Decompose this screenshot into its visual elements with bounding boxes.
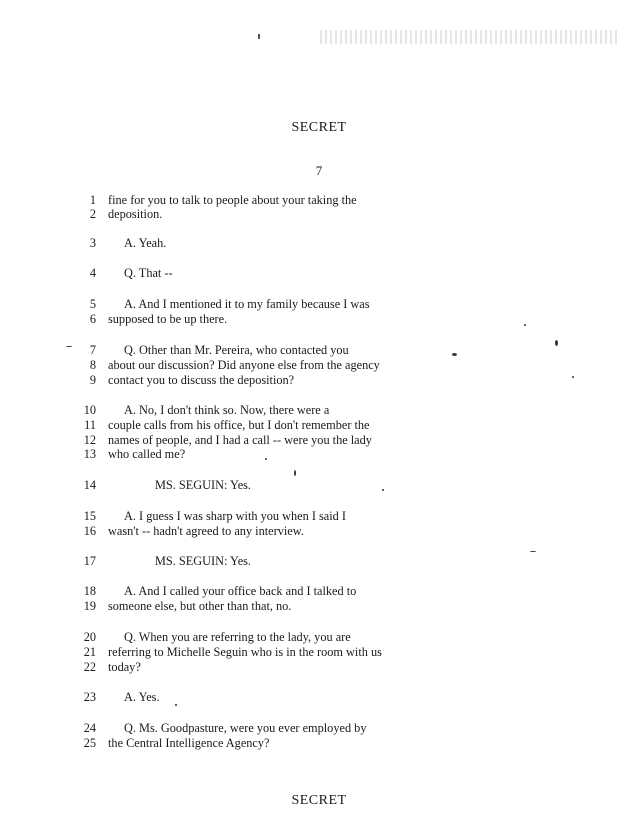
line-text: someone else, but other than that, no. xyxy=(108,599,292,613)
line-number: 19 xyxy=(83,599,96,613)
line-number: 6 xyxy=(89,312,96,326)
transcript-line xyxy=(78,447,185,462)
line-number: 13 xyxy=(83,447,96,461)
transcript-line xyxy=(78,645,382,660)
line-text: A. And I called your office back and I talked to xyxy=(124,584,357,598)
line-text: contact you to discuss the deposition? xyxy=(108,373,295,387)
line-number: 11 xyxy=(84,418,96,432)
transcript-line xyxy=(78,584,356,599)
line-text: names of people, and I had a call -- were you the lady xyxy=(108,433,372,447)
line-text: A. Yes. xyxy=(124,690,160,704)
line-number: 12 xyxy=(83,433,96,447)
scan-speck xyxy=(555,340,558,346)
transcript-line xyxy=(78,403,329,418)
line-number: 2 xyxy=(89,207,96,221)
scan-speck xyxy=(265,458,267,460)
line-text: A. Yeah. xyxy=(124,236,167,250)
line-text: Q. When you are referring to the lady, you are xyxy=(124,630,351,644)
line-number: 15 xyxy=(83,509,96,523)
line-number: 4 xyxy=(89,266,96,280)
line-number: 22 xyxy=(83,660,96,674)
line-text: MS. SEGUIN: Yes. xyxy=(155,554,252,568)
transcript-line xyxy=(78,721,366,736)
scan-speck xyxy=(294,470,296,476)
line-text: fine for you to talk to people about your taking the xyxy=(108,193,357,207)
header-classification: SECRET xyxy=(291,120,347,135)
transcript-line xyxy=(78,509,346,524)
line-number: 10 xyxy=(83,403,96,417)
line-number: 5 xyxy=(89,297,96,311)
line-text: about our discussion? Did anyone else from the agency xyxy=(108,358,380,372)
scan-speck xyxy=(175,704,177,706)
line-number: 8 xyxy=(89,358,96,372)
line-number: 20 xyxy=(83,630,96,644)
line-text: A. And I mentioned it to my family because I was xyxy=(124,297,370,311)
transcript-line xyxy=(78,554,251,569)
line-number: 16 xyxy=(83,524,96,538)
line-text: referring to Michelle Seguin who is in the room with us xyxy=(108,645,382,659)
scan-artifact-mark xyxy=(258,34,260,39)
footer-classification: SECRET xyxy=(291,793,347,808)
transcript-line xyxy=(78,736,270,751)
line-text: who called me? xyxy=(108,447,186,461)
transcript-line xyxy=(78,418,370,433)
transcript-line xyxy=(78,297,370,312)
transcript-line xyxy=(78,312,227,327)
line-text: wasn't -- hadn't agreed to any interview. xyxy=(108,524,304,538)
transcript-line xyxy=(78,373,294,388)
line-text: today? xyxy=(108,660,141,674)
line-text: the Central Intelligence Agency? xyxy=(108,736,270,750)
line-text: Q. Other than Mr. Pereira, who contacted you xyxy=(124,343,349,357)
line-number: 18 xyxy=(83,584,96,598)
line-number: 1 xyxy=(89,193,96,207)
scan-speck xyxy=(66,346,72,347)
line-number: 21 xyxy=(83,645,96,659)
transcript-line xyxy=(78,343,349,358)
scan-speck xyxy=(452,353,457,356)
scan-speck xyxy=(530,551,536,552)
transcript-line xyxy=(78,236,166,251)
line-number: 25 xyxy=(83,736,96,750)
transcript-line xyxy=(78,266,173,281)
line-text: Q. That -- xyxy=(124,266,173,280)
transcript-line xyxy=(78,433,372,448)
transcript-line xyxy=(78,193,357,208)
scan-speck xyxy=(524,324,526,326)
line-text: A. I guess I was sharp with you when I said I xyxy=(124,509,346,523)
scan-speck xyxy=(382,489,384,491)
line-text: supposed to be up there. xyxy=(108,312,228,326)
scan-speck xyxy=(572,376,574,378)
transcript-line xyxy=(78,690,160,705)
line-number: 17 xyxy=(83,554,96,568)
page-number: 7 xyxy=(315,163,323,178)
transcript-line xyxy=(78,599,291,614)
line-number: 23 xyxy=(83,690,96,704)
scan-artifact xyxy=(320,30,620,44)
line-number: 3 xyxy=(89,236,96,250)
line-text: Q. Ms. Goodpasture, were you ever employed by xyxy=(124,721,367,735)
transcript-line xyxy=(78,630,351,645)
line-text: MS. SEGUIN: Yes. xyxy=(155,478,252,492)
line-text: couple calls from his office, but I don't remember the xyxy=(108,418,370,432)
line-number: 9 xyxy=(89,373,96,387)
line-number: 14 xyxy=(83,478,96,492)
transcript-line xyxy=(78,358,380,373)
line-text: A. No, I don't think so. Now, there were a xyxy=(124,403,330,417)
line-text: deposition. xyxy=(108,207,163,221)
transcript-line xyxy=(78,478,251,493)
transcript-line xyxy=(78,524,304,539)
line-number: 24 xyxy=(83,721,96,735)
transcript-line xyxy=(78,660,141,675)
line-number: 7 xyxy=(89,343,96,357)
transcript-line xyxy=(78,207,162,222)
